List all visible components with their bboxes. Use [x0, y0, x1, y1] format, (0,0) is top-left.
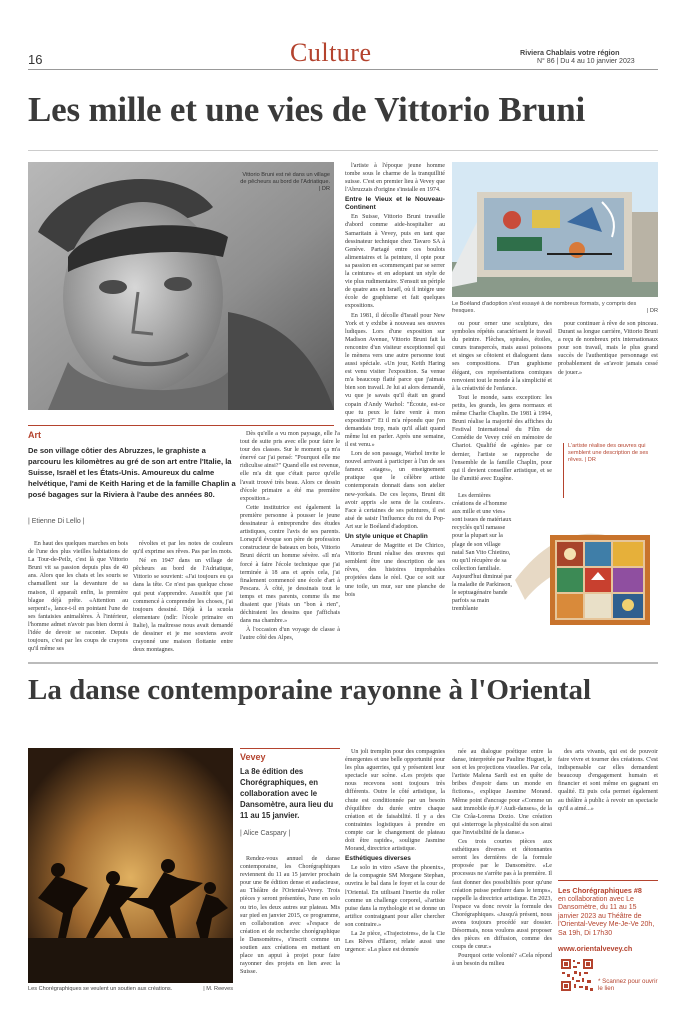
paragraph: des arts vivants, qui est de pouvoir faire vivre et tourner des créations. C'est indispensable car elles demandent beaucoup d'engagement humain et financier et sont même en gagnant en qualité. Et puis cela permet également au théâtre à public à revoir un spectacle qu'il a aimé...»: [558, 749, 658, 812]
article2-rubric: Vevey: [240, 752, 266, 762]
article1-column-5b: [452, 492, 512, 662]
article2-column-2: [345, 748, 445, 1014]
article2-column-1: [240, 855, 340, 1015]
article2-column-4: [558, 748, 658, 828]
fresco-image: [452, 162, 658, 297]
rubric2-rule: [240, 748, 340, 749]
paragraph: l'artiste à l'époque jeune homme tombe sous le charme de la tranquillité suisse. C'est en premier lieu à Vevey que l'Abruzzais d'origine s'installe en 1974.: [345, 163, 445, 194]
caption-leader-line: [563, 443, 564, 498]
article1-author: | Etienne Di Lello |: [28, 518, 85, 525]
article2-lead: La 8e édition des Chorégraphiques, en collaboration avec le Dansomètre, aura lieu du 11 au 15 janvier.: [240, 767, 334, 820]
paragraph: Lors de son passage, Warhol invite le nouvel arrivant à participer à l'un de ses fameux «stages», un enseignement pratique que le célèbre artiste contemporain donnait dans son atelier new-yorkais. De ces leçons, Bruni dit avoir appris «le sens de la couleur». Face à certaines de ses peintures, il est aisé de saisir l'influence du roi du Pop-Art sur le Boéland d'adoption.: [345, 451, 445, 530]
dance-image: [28, 748, 233, 983]
headline-rule: [28, 150, 658, 151]
dance-caption-credit: | M. Reeves: [203, 986, 233, 992]
article2-headline: La danse contemporaine rayonne à l'Oriental: [28, 674, 592, 706]
paragraph: En Suisse, Vittorio Bruni travaille d'abord comme aide-hospitalier au Samaritain à Vevey, puis en tant que dessinateur technique chez Tavaro SA à Genève. Partagé entre ces boulots alimentaires et la peinture, il opte pour sa passion en «commençant par se serrer la ceinture» et en adoptant un style de vie plus rudimentaire. S'ensuit un périple de quatre ans en Israël, où il intègre une école de graphisme et fait quelques expositions.: [345, 214, 445, 310]
paragraph: Tout le monde, sans exception: les petits, les grands, les gens normaux et même Charlie Chaplin. De 1981 à 1994, Bruni réalise la majorité des affiches du Festival International du Film de Comédie de Vevey créé en mémoire de Chariot. Qualifié de «génie» par ce dernier, l'artiste se rapproche de l'ensemble de la famille Chaplin, pour qui il devient conseiller artistique, et se lie d'amitié avec Eugène.: [452, 394, 552, 482]
article1-column-1: [28, 540, 128, 653]
paragraph: À l'occasion d'un voyage de classe à l'autre côté des Alpes,: [240, 627, 340, 642]
fresco-caption-text: Le Boéland d'adoption s'est essayé à de nombreux formats, y compris des fresques.: [452, 301, 637, 314]
info-box-link[interactable]: www.orientalvevey.ch: [558, 944, 633, 953]
paragraph: En haut des quelques marches en bois de l'une des plus vieilles habitations de La Tour-de-Peilz, c'est là que Vittorio Bruni vit sa passion depuis plus de 40 ans. Alors que les chats et les souris se chamaillent sur la devanture de sa maison, il apparaît enfin, la première blague déjà prête. «Attention au serpent!», lance-t-il en pointant l'une de ses fantaisies animalières. À l'intérieur, l'homme admet n'avoir pas bien dormi à l'idée de devoir se raconter. Depuis toujours, c'est par les coups de crayons qu'il même ses: [28, 541, 128, 653]
subhead-nouveau-continent: Entre le Vieux et le Nouveau-Continent: [345, 196, 445, 212]
article2-column-3: [452, 748, 552, 1014]
paragraph: Rendez-vous annuel de danse contemporaine, les Chorégraphiques reviennent du 11 au 15 janvier prochain pour une 8e édition dense et audacieuse, au Théâtre de l'Oriental-Vevey. Trois pièces y seront présentées, l'une en solo ou trio, les deux autres sur plateau. Mis sur pied en janvier 2015, ce programme, en collaboration avec «l'espace de création et de recherche chorégraphique le Dansomètre», s'inscrit comme un soutien aux créations en mettant en place un appui à projet pour faire rayonner des projets en lien avec la Suisse.: [240, 856, 340, 976]
dance-caption-text: Les Chorégraphiques se veulent un soutien aux créations.: [28, 986, 173, 992]
subhead-esthetiques: Esthétiques diverses: [345, 855, 411, 863]
portrait-image: [28, 162, 334, 410]
paragraph: Un joli tremplin pour des compagnies émergentes et une belle opportunité pour les plus aguerries, qui y présentent leur spectacle sur scène. «Les projets que nous recevons sont toujours très différents. Outre le côté artistique, la chute est conditionnée par un besoin d'équilibre du durée entre chaque création et de faisabilité. Il y a des contraintes logistiques à prendre en compte car le changement de plateau doit être rapide», souligne Jasmine Morand, directrice artistique.: [345, 749, 445, 853]
info-box-text: en collaboration avec Le Dansomètre, du 11 au 15 janvier 2023 au Théâtre de l'Oriental-Vevey Me-Je-Ve 20h, Sa 19h, Di 17h30: [558, 896, 655, 937]
paragraph: née au dialogue poétique entre la danse, interprétée par Pauline Huguet, le son et les projections visuelles. Par cela, l'artiste Malena Sardi est en quête de bribes d'espoir dans un monde en fictions», explique Jasmine Morand. Même point d'ancrage pour «Comme un saut immobile ép.# / Audi-danses», de la Cie Crâa-Lorena Dozio. Une création qui «interroge la physicalité du son ainsi que l'invisibilité de la danse.»: [452, 749, 552, 836]
paragraph: En 1981, il décolle d'Israël pour New York et y exhibe à nouveau ses œuvres ludiques. Lors d'une exposition sur Madison Avenue, Vittorio Bruni fait la rencontre d'un visiteur exceptionnel qui le mènera vers une autre personne tout aussi spéciale. «Un jour, Keith Haring est venu visiter l'exposition. Sa venue m'a beaucoup flatté parce que j'aimais bien son travail. Je lui ai alors demandé, vu que je savais qu'il était un grand copain d'Andy Warhol: "Écoute, est-ce que tu peux le faire venir à mon exposition?" Et il m'a répondu que j'en demandais trop, mais qu'il allait quand même lui en parler. Après une semaine, il est venu.»: [345, 312, 445, 448]
article2-author: | Alice Caspary |: [240, 830, 291, 837]
fresco-caption: [452, 301, 658, 315]
paragraph: pour continuer à rêve de son pinceau. Durant sa longue carrière, Vittorio Bruni a reçu de nombreux prix internationaux pour son travail, mais le plus grand succès de l'authentique personnage est probablement de «n'avoir jamais cessé de jouer.»: [558, 321, 658, 376]
article1-lead: De son village côtier des Abruzzes, le graphiste a parcouru les kilomètres au gré de son art entre l'Italie, la Suisse, Israël et les États-Unis. Amoureux du calme helvétique, l'ami de Keith Haring et de la famille Chaplin a posé bagages sur la Riviera à l'aube des années 80.: [28, 446, 236, 499]
rubric-rule: [28, 425, 334, 426]
article-divider: [28, 662, 658, 664]
vittorio-portrait-photo: [28, 162, 334, 410]
paragraph: Le solo in vitro «Save the phoenix», de la compagnie SM Morgane Stephan, ouvrira le bal dans le foyer et la cour de l'Oriental. En utilisant l'inertie du roller comme un challenge corporel, «l'artiste puise dans la mythologie et se donne un artifice contraignant pour aller chercher son contraire.»: [345, 865, 445, 928]
paragraph: Né en 1947 dans un village de pêcheurs au bord de l'Adriatique, Vittorio se souvient: «J'ai toujours eu ça dans la tête. Ce n'est pas quelque chose qui peut s'apprendre. Aussitôt que j'ai commencé à comprendre les choses, j'ai toujours dessiné. Déjà à la scuola elementare (ndlr: l'école primaire en Italie), la maîtresse nous avait demandé de dessiner et je me souviens avoir crayonné une maison flottante entre deux montagnes.: [133, 558, 233, 654]
paragraph: Ces trois courtes pièces aux esthétiques diverses et détonnantes seront les dernières de la formule proposée par le Dansomètre. «Le processus ne s'arrête pas à la première. Il faut donner des possibilités pour qu'une création puisse perdurer dans le temps», rappelle la directrice artistique. En 2023, l'espace va donc revoir la formule des Chorégraphiques. «Jusqu'à présent, nous avons toujours procédé sur dossier. Désormais, nous voulons aussi proposer des pièces en diffusion, comme des coups de cœur.»: [452, 839, 552, 951]
portrait-caption: Vittorio Bruni est né dans un village de pêcheurs au bord de l'Adriatique. | DR: [240, 172, 330, 192]
qr-instruction: * Scannez pour ouvrir le lien: [598, 978, 658, 993]
dance-caption: [28, 986, 233, 993]
header-rule: [28, 69, 658, 70]
paragraph: ou pour orner une sculpture, des symboles répétés caractérisent le travail du peintre. Flèches, spirales, étoiles, cœurs transpercés, mais aussi poissons et singes se côtoient et dialoguent dans ses compositions. D'un graphisme élégant, ces représentations comiques renvoient tout le monde à la simplicité et à la créativité de l'enfance.: [452, 321, 552, 392]
article1-column-4: [345, 162, 445, 635]
subhead-style-chaplin: Un style unique et Chaplin: [345, 533, 428, 541]
fresco-caption-credit: | DR: [646, 308, 658, 314]
artwork-caption-credit: | DR: [584, 457, 596, 463]
artwork-image: [515, 500, 658, 632]
article1-column-3: [240, 430, 340, 642]
paragraph: Pourquoi cette volonté? «Cela répond à un besoin du milieu: [452, 953, 552, 968]
paragraph: La 2e pièce, «Trajectoires», de la Cie Les Rêves d'Ilaror, relate aussi une urgence: «La place est donnée: [345, 930, 445, 954]
info-box-title: Les Chorégraphiques #8: [558, 886, 642, 895]
paragraph: Les dernières créations de «l'homme aux mille et une vies» sont issues de matériaux recyclés qu'il ramasse pour la plupart sur la plage de son village natal San Vito Chietino, ou qu'il récupère de sa collection familiale. Aujourd'hui diminué par la maladie de Parkinson, le septuagénaire bande parfois sa main tremblante: [452, 493, 512, 613]
article1-headline: Les mille et une vies de Vittorio Bruni: [28, 90, 586, 129]
qr-code-icon: [560, 958, 594, 992]
artwork-caption: [568, 443, 658, 464]
artwork-box-photo: [515, 500, 658, 632]
issue-info: N° 86 | Du 4 au 10 janvier 2023: [537, 58, 635, 65]
article1-column-5: [452, 320, 552, 490]
paragraph: Cette institutrice est également la première personne à pousser le jeune dessinateur à entreprendre des études artistiques, contre l'avis de ses parents. Lorsqu'il évoque son père de profession constructeur de bateaux en bois, Vittorio Bruni décrit un homme sévère. «Il m'a forcé à faire l'école technique que j'ai terminée à 18 ans et après cela, j'ai finalement commencé une école d'art à Pescara. À côté, je dessinais tout le temps et mes parents, comme ils me disaient que j'étais un "bon à rien", déchiraient les dessins que j'affichais dans ma chambre.»: [240, 504, 340, 625]
fresco-building-photo: [452, 162, 658, 297]
paragraph: Amateur de Magritte et De Chirico, Vittorio Bruni réalise des œuvres qui semblent être une description de ses rêves, des histoires improbables projetées dans le réel. Que ce soit sur une toile, un mur, sur une planche de bois: [345, 543, 445, 598]
section-title: Culture: [290, 38, 372, 67]
article1-rubric: Art: [28, 430, 41, 440]
publication-name: Riviera Chablais votre région: [520, 48, 620, 57]
artwork-caption-text: L'artiste réalise des œuvres qui semblent une description de ses rêves.: [568, 443, 649, 463]
article1-column-2: [133, 540, 233, 654]
page-number: 16: [28, 52, 43, 67]
dance-photo: [28, 748, 233, 983]
info-box-rule: [558, 880, 658, 881]
qr-code[interactable]: [560, 958, 594, 992]
article1-column-6: [558, 320, 658, 400]
paragraph: révoltes et par les notes de couleurs qu'il exprime ses rêves. Pas par les mots.: [133, 541, 233, 556]
paragraph: Dès qu'elle a vu mon paysage, elle l'a tout de suite pris avec elle pour faire le tour des classes. Sur le moment ça m'a énervé car j'ai pensé: "Pourquoi elle me ridiculise ainsi?" Quand elle est revenue, elle m'a dit que c'était parce qu'elle l'avait trouvé très beau. Alors ce dessin d'école primaire a été ma première exposition.»: [240, 431, 340, 502]
